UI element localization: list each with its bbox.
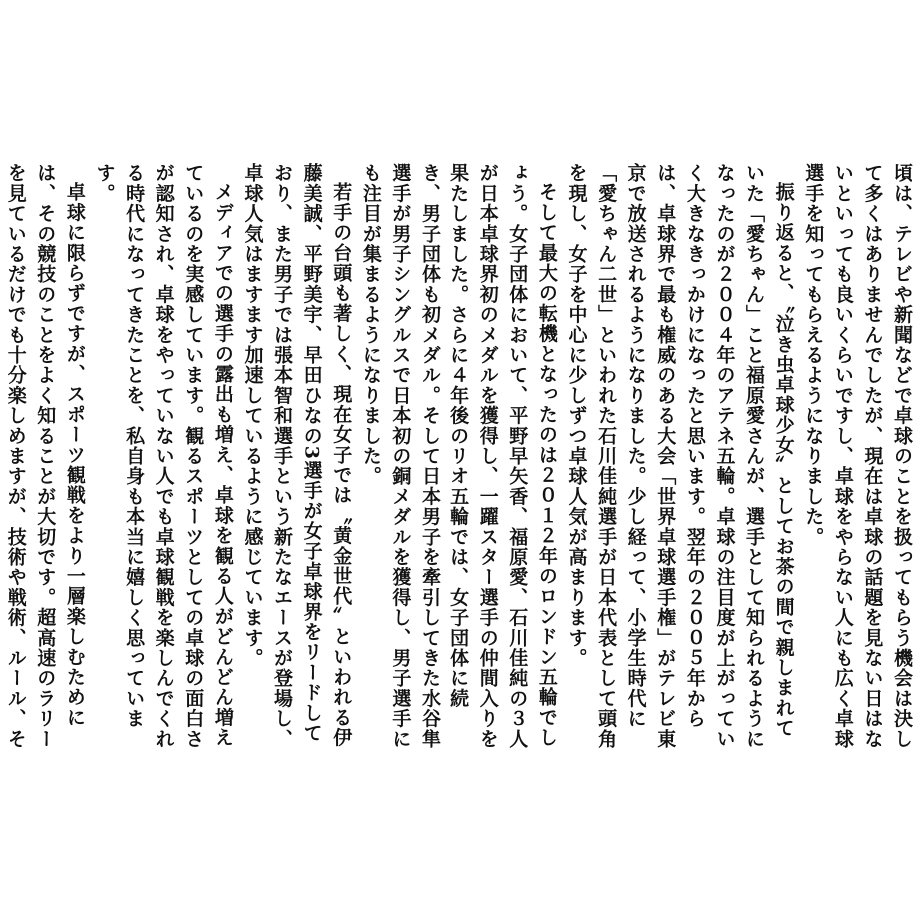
paragraph: 若手の台頭も著しく、現在女子では〝黄金世代〟といわれる伊藤美誠、平野美宇、早田ひなの3選手が女子卓球界をリードしており、また男子では張本智和選手という新たなエースが登場し、卓球人気はますます加速しているように感じています。 — [241, 163, 353, 749]
paragraph: 頃は、テレビや新聞などで卓球のことを扱ってもらう機会は決して多くはありませんでしたが、現在は卓球の話題を見ない日はないといっても良いくらいですし、卓球をやらない人にも広く卓球選手を知ってもらえるようになりました。 — [802, 163, 913, 749]
paragraph: 卓球に限らずですが、スポーツ観戦をより一層楽しむためには、その競技のことをよく知ることが大切です。超高速のラリーを見ているだけでも十分楽しめますが、技術や戦術、ルール、そ — [4, 163, 86, 749]
right-page-text-column — [447, 163, 916, 755]
paragraph: 振り返ると、〝泣き虫卓球少女〟としてお茶の間で親しまれていた「愛ちゃん」こと福原愛さんが、選手として知られるようになったのが２００４年のアテネ五輪。卓球の注目度が上がっていく大きなきっかけになったと思います。翌年の２００５年からは、卓球界で最も権威のある大会「世界卓球選手権」がテレビ東京で放送されるようになりました。少し経って、小学生時代に「愛ちゃん二世」といわれた石川佳純選手が日本代表として頭角を現し、女子を中心に少しずつ卓球人気が高まります。 — [565, 163, 795, 749]
paragraph: メディアでの選手の露出も増え、卓球を観る人がどんどん増えているのを実感しています。観るスポーツとしての卓球の面白さが認知され、卓球をやっていない人でも卓球観戦を楽しんでくれる時代になってきたことを、私自身も本当に嬉しく思っています。 — [93, 163, 234, 749]
paragraph: き、男子団体も初メダル。そして日本男子を牽引してきた水谷隼選手が男子シングルスで日本初の銅メダルを獲得し、男子選手にも注目が集まるようになりました。 — [359, 163, 441, 749]
left-page-text-column — [0, 163, 444, 755]
paragraph: そして最大の転機となったのは２０１２年のロンドン五輪でしょう。女子団体において、平野早矢香、福原愛、石川佳純の３人が日本卓球界初のメダルを獲得し、一躍スター選手の仲間入りを果たしました。さらに４年後のリオ五輪では、女子団体に続 — [447, 163, 558, 749]
